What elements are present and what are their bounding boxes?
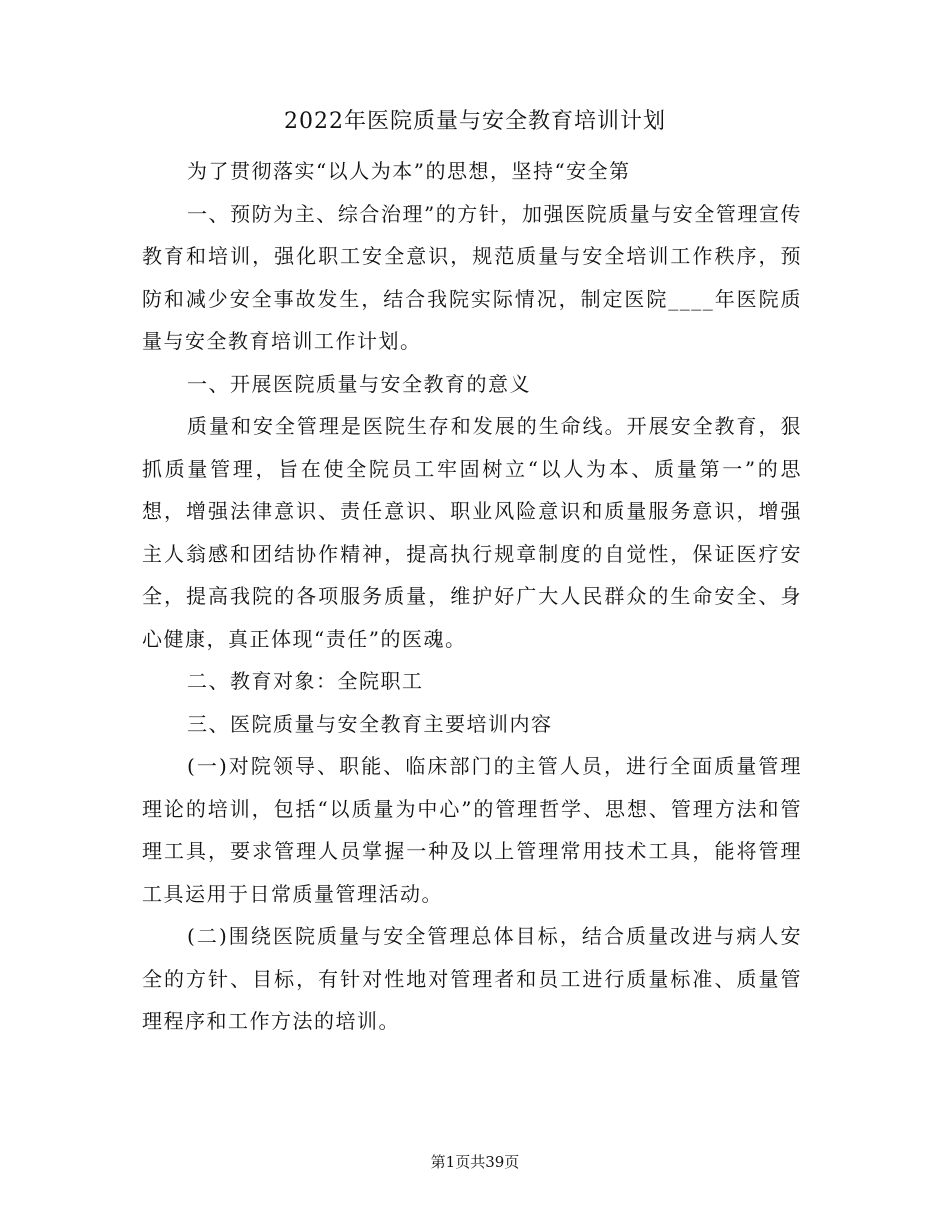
document-title: 2022年医院质量与安全教育培训计划 <box>284 109 666 134</box>
paragraph-content-item-1: (一)对院领导、职能、临床部门的主管人员，进行全面质量管理理论的培训，包括“以质量为中心”的管理哲学、思想、管理方法和管理工具，要求管理人员掌握一种及以上管理常用技术工具，能将管理工具运用于日常质量管理活动。 <box>142 754 802 906</box>
paragraph-significance: 质量和安全管理是医院生存和发展的生命线。开展安全教育，狠抓质量管理，旨在使全院员工牢固树立“以人为本、质量第一”的思想，增强法律意识、责任意识、职业风险意识和质量服务意识，增强主人翁感和团结协作精神，提高执行规章制度的自觉性，保证医疗安全，提高我院的各项服务质量，维护好广大人民群众的生命安全、身心健康，真正体现“责任”的医魂。 <box>142 414 802 651</box>
paragraph-policy: 一、预防为主、综合治理”的方针，加强医院质量与安全管理宣传教育和培训，强化职工安全意识，规范质量与安全培训工作秩序，预防和减少安全事故发生，结合我院实际情况，制定医院____年医院质量与安全教育培训工作计划。 <box>142 201 802 353</box>
section-heading-significance: 一、开展医院质量与安全教育的意义 <box>187 371 531 396</box>
section-heading-audience: 二、教育对象：全院职工 <box>187 669 424 693</box>
document-body <box>142 150 802 1043</box>
paragraph-content-item-2: (二)围绕医院质量与安全管理总体目标，结合质量改进与病人安全的方针、目标，有针对性地对管理者和员工进行质量标准、质量管理程序和工作方法的培训。 <box>142 924 802 1033</box>
section-heading-content: 三、医院质量与安全教育主要培训内容 <box>187 711 553 736</box>
page-number: 第1页共39页 <box>430 1153 520 1171</box>
paragraph-intro: 为了贯彻落实“以人为本”的思想，坚持“安全第 <box>187 159 631 183</box>
